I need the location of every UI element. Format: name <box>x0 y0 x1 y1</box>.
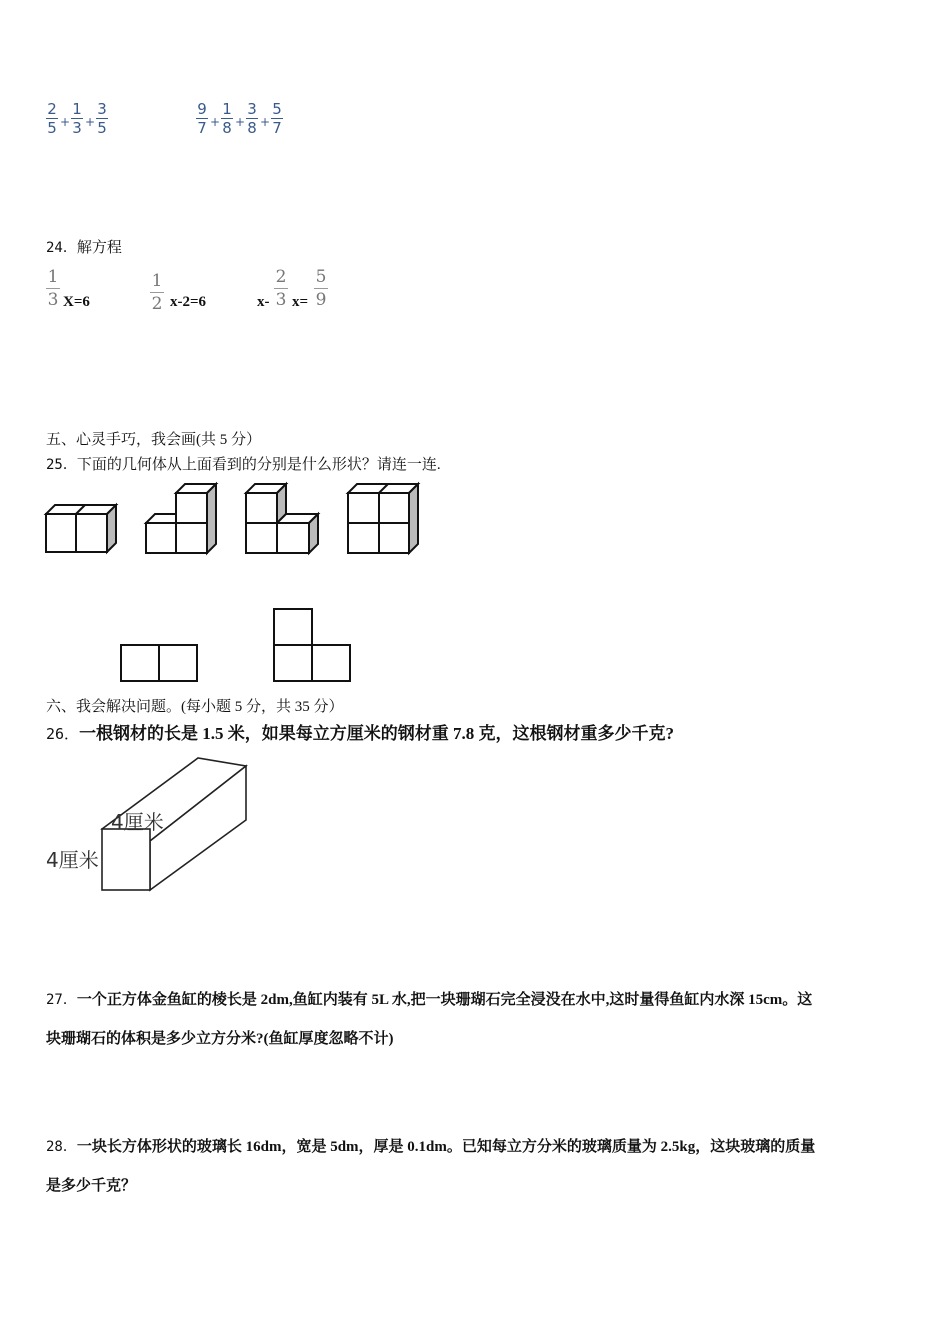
top-view-1 <box>118 642 200 684</box>
plus-operator: + <box>85 115 96 129</box>
question-26-text: 26．一根钢材的长是 1.5 米，如果每立方厘米的钢材重 7.8 克，这根钢材重多少千克? <box>46 724 675 743</box>
plus-operator: + <box>210 115 221 129</box>
fraction: 5 7 <box>272 100 282 137</box>
solid-figure-4 <box>342 478 424 558</box>
plus-operator: + <box>260 115 271 129</box>
question-27-text: 27．一个正方体金鱼缸的棱长是 2dm,鱼缸内装有 5L 水,把一块珊瑚石完全浸没在水中,这时量得鱼缸内水深 15cm。这 块珊瑚石的体积是多少立方分米?(鱼缸厚度忽略不计) <box>46 992 813 1047</box>
solid-figure-2 <box>140 478 220 558</box>
section-5-heading: 五、心灵手巧，我会画(共 5 分） <box>46 432 261 448</box>
fraction: 3 5 <box>97 100 107 137</box>
question-25-text: 25．下面的几何体从上面看到的分别是什么形状？请连一连. <box>46 457 441 473</box>
plus-operator: + <box>60 115 71 129</box>
dimension-label-left: 4厘米 <box>46 848 99 872</box>
fraction: 3 8 <box>247 100 257 137</box>
fraction: 9 7 <box>197 100 207 137</box>
question-24-title: 24．解方程 <box>46 240 122 256</box>
fraction: 1 3 <box>72 100 82 137</box>
dimension-label-top: 4厘米 <box>111 810 164 834</box>
plus-operator: + <box>235 115 246 129</box>
question-28-text: 28．一块长方体形状的玻璃长 16dm，宽是 5dm，厚是 0.1dm。已知每立方分米的玻璃质量为 2.5kg，这块玻璃的质量 是多少千克？ <box>46 1139 816 1194</box>
solid-figure-3 <box>240 478 325 558</box>
section-6-heading: 六、我会解决问题。(每小题 5 分，共 35 分） <box>46 699 344 715</box>
fraction: 1 8 <box>222 100 232 137</box>
solid-figure-1 <box>40 500 120 560</box>
fraction: 2 5 <box>47 100 57 137</box>
top-view-2 <box>271 606 353 684</box>
